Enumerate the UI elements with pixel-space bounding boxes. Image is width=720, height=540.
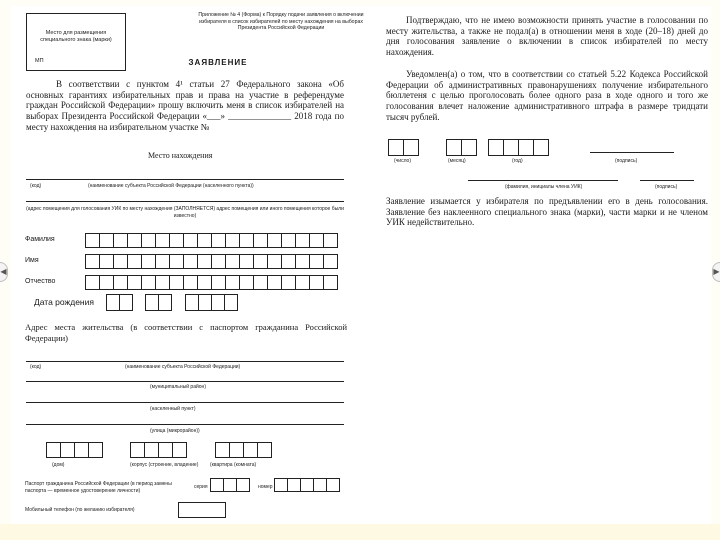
surname-cell[interactable] [85, 233, 100, 248]
building-cell[interactable] [144, 442, 159, 458]
residence-line-3 [26, 402, 344, 403]
name-cell[interactable] [239, 254, 254, 269]
patronymic-cell[interactable] [155, 275, 170, 290]
name-cell[interactable] [211, 254, 226, 269]
surname-cell[interactable] [225, 233, 240, 248]
name-cell[interactable] [113, 254, 128, 269]
signature-line [590, 152, 674, 153]
confirmation-paragraph: Подтверждаю, что не имею возможности принять участие в голосовании по месту жительства, а также не подал(а) в отношении меня в ходе (20–18) дней до дня голосования заявление о включении в список избирателей по месту нахождения. [386, 15, 708, 58]
residence-caption-house: (дом) [52, 462, 65, 468]
member-sign-caption: (подпись) [655, 184, 678, 190]
notice-paragraph: Уведомлен(а) о том, что в соответствии со статьей 5.22 Кодекса Российской Федерации об административных правонарушениях получение избирательного бюллетеня с целью проголосовать более одного раза в ходе одного и того же голосования влечет наложение административного штрафа в размере тридцати тысяч рублей. [386, 69, 708, 122]
surname-cell[interactable] [99, 233, 114, 248]
name-cell[interactable] [253, 254, 268, 269]
surname-cell[interactable] [197, 233, 212, 248]
dob-year-cell-3[interactable] [211, 294, 225, 311]
surname-label: Фамилия [25, 236, 55, 243]
location-heading: Место нахождения [148, 151, 213, 160]
dob-month-cell-1[interactable] [145, 294, 159, 311]
residence-caption-code: (код) [30, 364, 42, 370]
patronymic-cell[interactable] [239, 275, 254, 290]
passport-series-label: серия [194, 484, 208, 490]
date-caption-year: (год) [512, 158, 523, 164]
date-year-cell-1[interactable] [488, 139, 504, 156]
patronymic-cell[interactable] [225, 275, 240, 290]
house-cell[interactable] [46, 442, 61, 458]
patronymic-cell[interactable] [295, 275, 310, 290]
flat-cell[interactable] [229, 442, 244, 458]
phone-label: Мобильный телефон (по желанию избирателя) [25, 507, 135, 513]
patronymic-cell[interactable] [169, 275, 184, 290]
passport-number-cell[interactable] [300, 478, 314, 492]
dob-month-cell-2[interactable] [158, 294, 172, 311]
residence-heading: Адрес места жительства (в соответствии с паспортом гражданина Российской Федерации) [25, 322, 347, 343]
patronymic-label: Отчество [25, 278, 56, 285]
dob-label: Дата рождения [34, 297, 94, 307]
document-title: ЗАЯВЛЕНИЕ [188, 58, 248, 67]
name-cell[interactable] [295, 254, 310, 269]
name-cell[interactable] [197, 254, 212, 269]
name-cell[interactable] [225, 254, 240, 269]
name-cell[interactable] [267, 254, 282, 269]
name-cell[interactable] [309, 254, 324, 269]
patronymic-cell[interactable] [183, 275, 198, 290]
surname-cell[interactable] [253, 233, 268, 248]
location-line [26, 179, 344, 180]
building-cell[interactable] [130, 442, 145, 458]
patronymic-cell[interactable] [267, 275, 282, 290]
location-caption-code: (код) [30, 183, 42, 189]
surname-cell[interactable] [183, 233, 198, 248]
appendix-header: Приложение № 4 (Форма) к Порядку подачи заявления о включении избирателя в список избирателей по месту нахождения на выборах Президента Российской Федерации [198, 12, 364, 32]
surname-cell[interactable] [127, 233, 142, 248]
name-cell[interactable] [169, 254, 184, 269]
name-cell[interactable] [323, 254, 338, 269]
stamp-mp: МП [35, 58, 44, 64]
surname-cell[interactable] [113, 233, 128, 248]
date-day-cell-2[interactable] [403, 139, 419, 156]
patronymic-cell[interactable] [323, 275, 338, 290]
passport-series-cell[interactable] [223, 478, 237, 492]
name-cell[interactable] [141, 254, 156, 269]
date-year-cell-4[interactable] [533, 139, 549, 156]
dob-year-cell-4[interactable] [224, 294, 238, 311]
name-cell[interactable] [85, 254, 100, 269]
passport-number-cell[interactable] [274, 478, 288, 492]
surname-cell[interactable] [323, 233, 338, 248]
residence-caption-flat: (квартира (комната) [210, 462, 257, 468]
member-caption: (фамилия, инициалы члена УИК) [505, 184, 583, 190]
name-cell[interactable] [155, 254, 170, 269]
date-month-cell-1[interactable] [446, 139, 462, 156]
name-cell[interactable] [127, 254, 142, 269]
phone-field[interactable] [178, 502, 226, 518]
building-cell[interactable] [158, 442, 173, 458]
dob-year-cell-1[interactable] [185, 294, 199, 311]
member-line [468, 180, 618, 181]
patronymic-cell[interactable] [85, 275, 100, 290]
patronymic-cell[interactable] [253, 275, 268, 290]
residence-caption-region: (наименование субъекта Российской Федерации) [125, 364, 241, 370]
name-label: Имя [25, 257, 39, 264]
dob-day-cell-2[interactable] [119, 294, 133, 311]
passport-number-cell[interactable] [313, 478, 327, 492]
viewer-bottom-band [0, 524, 720, 540]
intro-paragraph: В соответствии с пунктом 4¹ статьи 27 Федерального закона «Об основных гарантиях избирательных прав и права на участие в референдуме граждан Российской Федерации» прошу включить меня в список избирателей на выборах Президента Российской Федерации «___» ______________ 2018 года по месту нахождения на избирательном участке № [26, 79, 344, 132]
house-cell[interactable] [60, 442, 75, 458]
residence-line-2 [26, 381, 344, 382]
flat-cell[interactable] [257, 442, 272, 458]
date-day-cell-1[interactable] [388, 139, 404, 156]
dob-day-cell-1[interactable] [106, 294, 120, 311]
surname-cell[interactable] [267, 233, 282, 248]
address-line [26, 201, 344, 202]
flat-cell[interactable] [243, 442, 258, 458]
previous-page-arrow-icon[interactable]: ◀ [0, 262, 8, 282]
surname-cell[interactable] [169, 233, 184, 248]
residence-caption-district: (муниципальный район) [150, 384, 206, 390]
house-cell[interactable] [74, 442, 89, 458]
residence-caption-building: (корпус (строение, владение) [130, 462, 199, 468]
name-cell[interactable] [183, 254, 198, 269]
flat-cell[interactable] [215, 442, 230, 458]
passport-series-cell[interactable] [210, 478, 224, 492]
date-caption-month: (месяц) [448, 158, 466, 164]
dob-year-cell-2[interactable] [198, 294, 212, 311]
passport-number-cell[interactable] [326, 478, 340, 492]
passport-label: Паспорт гражданина Российской Федерации (в период замены паспорта — временное удостоверение личности) [25, 481, 172, 494]
surname-cell[interactable] [141, 233, 156, 248]
patronymic-cell[interactable] [141, 275, 156, 290]
patronymic-cell[interactable] [281, 275, 296, 290]
date-month-cell-2[interactable] [461, 139, 477, 156]
house-cell[interactable] [88, 442, 103, 458]
building-cell[interactable] [172, 442, 187, 458]
name-cell[interactable] [281, 254, 296, 269]
patronymic-cell[interactable] [309, 275, 324, 290]
next-page-arrow-icon[interactable]: ▶ [712, 262, 720, 282]
date-caption-day: (число) [394, 158, 411, 164]
location-caption-region: (наименование субъекта Российской Федерации (населенного пункта)) [88, 183, 254, 189]
residence-caption-settlement: (населенный пункт) [150, 406, 196, 412]
signature-caption: (подпись) [615, 158, 638, 164]
residence-caption-street: (улица (микрорайон)) [150, 428, 200, 434]
patronymic-cell[interactable] [211, 275, 226, 290]
member-sign-line [640, 180, 694, 181]
surname-cell[interactable] [211, 233, 226, 248]
name-cell[interactable] [99, 254, 114, 269]
residence-line-4 [26, 424, 344, 425]
date-year-cell-3[interactable] [518, 139, 534, 156]
patronymic-cell[interactable] [99, 275, 114, 290]
patronymic-cell[interactable] [127, 275, 142, 290]
address-caption: (адрес помещения для голосования УИК по месту нахождения (ЗАПОЛНЯЕТСЯ) адрес помещения или иного помещения которое были известно) [26, 206, 344, 219]
passport-series-cell[interactable] [236, 478, 250, 492]
date-year-cell-2[interactable] [503, 139, 519, 156]
surname-cell[interactable] [155, 233, 170, 248]
footnote-paragraph: Заявление изымается у избирателя по предъявлении его в день голосования. Заявление без наклеенного специального знака (марки), части марки и не членом УИК недействительно. [386, 196, 708, 228]
surname-cell[interactable] [295, 233, 310, 248]
stamp-box [26, 13, 126, 71]
residence-line-1 [26, 361, 344, 362]
passport-number-cell[interactable] [287, 478, 301, 492]
surname-cell[interactable] [309, 233, 324, 248]
passport-number-label: номер [258, 484, 273, 490]
patronymic-cell[interactable] [197, 275, 212, 290]
stamp-label: Место для размещения специального знака (марки) [40, 30, 112, 43]
surname-cell[interactable] [281, 233, 296, 248]
surname-cell[interactable] [239, 233, 254, 248]
patronymic-cell[interactable] [113, 275, 128, 290]
